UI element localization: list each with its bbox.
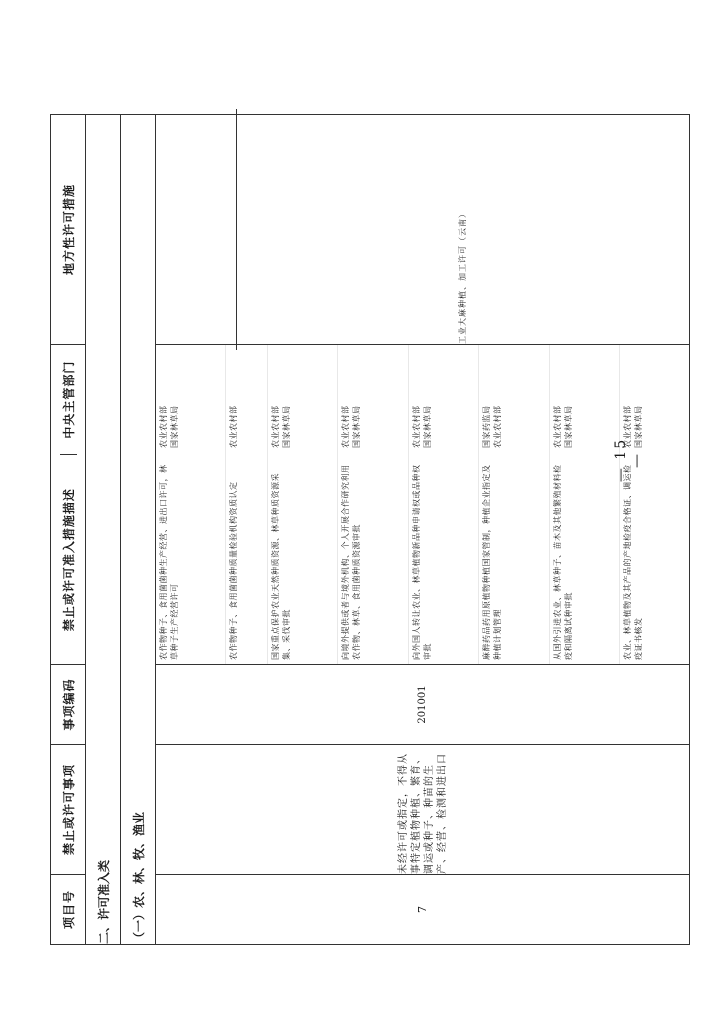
header-local: 地方性许可措施 [51,115,86,345]
measure-text: 向境外提供或者与境外机构、个人开展合作研究利用农作物、林草、食用菌种质资源审批 [338,454,409,664]
measure-row [549,344,620,664]
measure-dept: 农业农村部 国家林草局 [408,344,479,454]
item-row [156,115,690,945]
measure-dept: 农业农村部 国家林草局 [338,344,409,454]
subsection-title: （一）农、林、牧、渔业 [121,115,156,945]
section-title: 二、许可准入类 [86,115,121,945]
measure-text: 农作物种子、食用菌菌种质量检验机构资质认定 [225,454,267,664]
header-dept-label: 中央主管部门 [60,345,77,455]
header-item-no: 项目号 [51,875,86,945]
measure-row [156,344,225,664]
measure-text: 麻醉药品药用原植物种植国家管制，种植企业指定及种植计划管理 [479,454,550,664]
measure-text: 农业、林草植物及其产品的产地检疫合格证、调运检疫证书核发 [623,464,644,660]
measure-dept: 农业农村部 国家林草局 [156,344,225,454]
item-number: 7 [156,875,690,945]
measure-row [620,344,689,664]
section-row [86,115,121,945]
subsection-row [121,115,156,945]
local-measure-text: 工业大麻种植、加工许可（云南） [458,209,467,344]
measure-dept: 农业农村部 [225,344,267,454]
measure-dept: 农业农村部 国家林草局 [549,344,620,454]
local-empty-block [156,109,237,350]
item-code: 201001 [156,665,690,745]
measures-table [156,344,689,664]
rotated-table-sheet [50,115,690,945]
measure-text: 农作物种子、食用菌菌种生产经营、进出口许可，林草种子生产经营许可 [156,454,225,664]
measure-row [479,344,550,664]
header-row [51,115,86,945]
measure-row [267,344,338,664]
header-measure-label: 禁止或许可准入措施描述 [61,488,76,632]
measures-cell [156,345,690,665]
measure-dept: 农业农村部 国家林草局 [623,405,644,448]
measure-text: 国家重点保护农业天然种质资源、林草种质资源采集、采伐审批 [267,454,338,664]
measure-row [225,344,267,664]
measure-text: 向外国人转让农业、林草植物新品种申请权或品种权审批 [408,454,479,664]
local-measure-cell [156,115,690,345]
measure-row [408,344,479,664]
page-number: — 15 — [613,437,645,483]
header-item-name: 禁止或许可事项 [51,745,86,875]
regulation-table [50,114,690,945]
item-name: 未经许可或指定，不得从事特定植物种植、繁育、调运或种子、种苗的生产、经营、检测和进出口 [156,745,690,875]
measure-text: 从国外引进农业、林草种子、苗木及其他繁殖材料检疫和隔离试种审批 [549,454,620,664]
header-measure [51,345,86,665]
measure-dept: 国家药监局 农业农村部 [479,344,550,454]
measure-row [338,344,409,664]
measure-dept: 农业农村部 国家林草局 [267,344,338,454]
header-code: 事项编码 [51,665,86,745]
